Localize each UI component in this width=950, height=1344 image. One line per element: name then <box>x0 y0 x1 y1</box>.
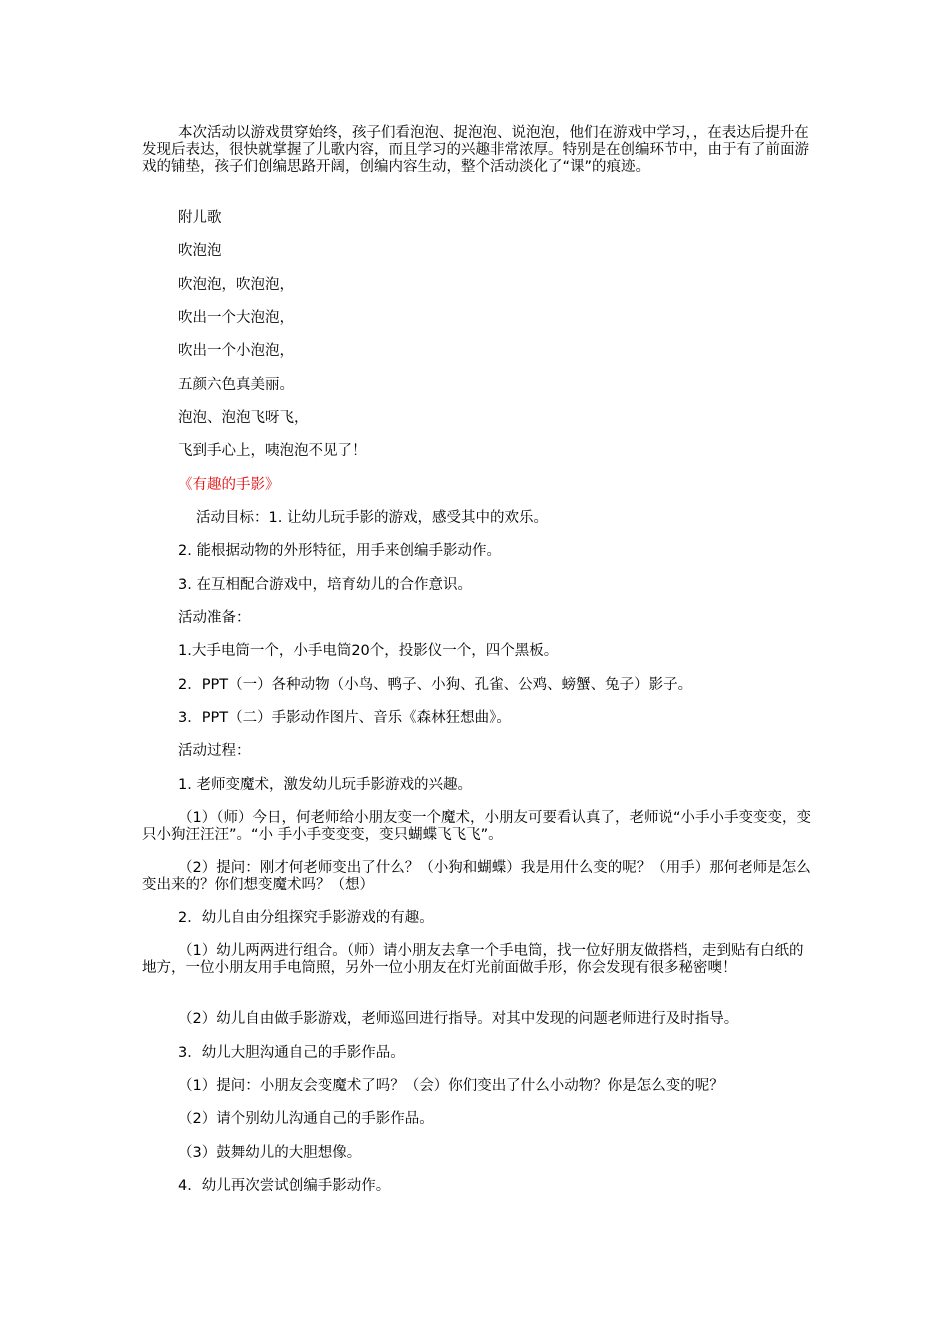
prep-item: 1.大手电筒一个，小手电筒20个，投影仪一个，四个黑板。 <box>178 643 559 659</box>
song-label: 附儿歌 <box>178 210 222 226</box>
process-substep: （2）请个别幼儿沟通自己的手影作品。 <box>178 1111 434 1127</box>
process-step: 4．幼儿再次尝试创编手影动作。 <box>178 1178 391 1194</box>
lesson-title: 《有趣的手影》 <box>178 477 280 493</box>
process-step: 2．幼儿自由分组探究手影游戏的有趣。 <box>178 910 434 926</box>
process-substep: （1）（师）今日，何老师给小朋友变一个魔术，小朋友可要看认真了，老师说“小手小手变变变，变只小狗汪汪汪”。“小 手小手变变变，变只蝴蝶飞飞飞”。 <box>142 810 811 843</box>
song-line: 泡泡、泡泡飞呀飞， <box>178 410 309 426</box>
lesson-goal: 3. 在互相配合游戏中，培育幼儿的合作意识。 <box>178 577 472 593</box>
song-line: 吹出一个小泡泡， <box>178 343 294 359</box>
lesson-goal: 2. 能根据动物的外形特征，用手来创编手影动作。 <box>178 543 501 559</box>
lesson-goal: 活动目标：1. 让幼儿玩手影的游戏，感受其中的欢乐。 <box>196 510 548 526</box>
process-substep: （1）提问：小朋友会变魔术了吗？（会）你们变出了什么小动物？你是怎么变的呢？ <box>178 1078 724 1094</box>
song-line: 吹泡泡，吹泡泡， <box>178 277 294 293</box>
prep-item: 2．PPT（一）各种动物（小鸟、鸭子、小狗、孔雀、公鸡、螃蟹、兔子）影子。 <box>178 677 693 693</box>
prep-title: 活动准备： <box>178 610 251 626</box>
song-line: 吹出一个大泡泡， <box>178 310 294 326</box>
process-step: 3．幼儿大胆沟通自己的手影作品。 <box>178 1045 405 1061</box>
song-line: 飞到手心上，咦泡泡不见了！ <box>178 443 367 459</box>
intro-paragraph: 本次活动以游戏贯穿始终，孩子们看泡泡、捉泡泡、说泡泡，他们在游戏中学习，，在表达后提升在发现后表达，很快就掌握了儿歌内容，而且学习的兴趣非常浓厚。特别是在创编环节中，由于有了前面游戏的铺垫，孩子们创编思路开阔，创编内容生动，整个活动淡化了“课”的痕迹。 <box>142 125 809 175</box>
process-step: 1. 老师变魔术，激发幼儿玩手影游戏的兴趣。 <box>178 777 472 793</box>
process-substep: （2）幼儿自由做手影游戏，老师巡回进行指导。对其中发现的问题老师进行及时指导。 <box>178 1011 739 1027</box>
process-substep: （2）提问：刚才何老师变出了什么？（小狗和蝴蝶）我是用什么变的呢？（用手）那何老师是怎么变出来的？你们想变魔术吗？（想） <box>142 860 811 893</box>
process-substep: （1）幼儿两两进行组合。（师）请小朋友去拿一个手电筒，找一位好朋友做搭档，走到贴有白纸的地方，一位小朋友用手电筒照，另外一位小朋友在灯光前面做手形，你会发现有很多秘密噢！ <box>142 943 804 976</box>
song-title: 吹泡泡 <box>178 243 222 259</box>
song-line: 五颜六色真美丽。 <box>178 377 294 393</box>
process-substep: （3）鼓舞幼儿的大胆想像。 <box>178 1145 362 1161</box>
prep-item: 3．PPT（二）手影动作图片、音乐《森林狂想曲》。 <box>178 710 511 726</box>
process-title: 活动过程： <box>178 743 251 759</box>
